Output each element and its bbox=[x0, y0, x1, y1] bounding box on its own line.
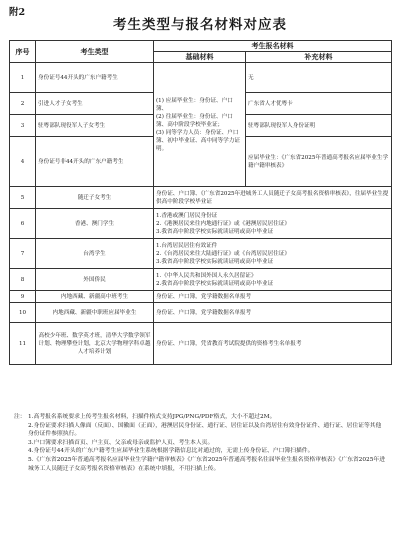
row-no: 10 bbox=[10, 303, 36, 323]
row-no: 4 bbox=[10, 137, 36, 187]
row-materials bbox=[154, 209, 392, 239]
row-no: 1 bbox=[10, 63, 36, 93]
row-type: 身份证号44开头的广东户籍考生 bbox=[36, 63, 154, 93]
row-supplement: 驻粤部队现役军人身份证明 bbox=[246, 115, 392, 137]
row-supplement: 广东省人才优粤卡 bbox=[246, 93, 392, 115]
row-no: 3 bbox=[10, 115, 36, 137]
note-item bbox=[14, 456, 390, 473]
table-row bbox=[10, 239, 392, 269]
note-text: 身份证号44开头的广东户籍考生应届毕业生系统根据学籍信息比对通过的，无需上传身份证、户口簿扫描件。 bbox=[33, 448, 314, 455]
table-row bbox=[10, 63, 392, 93]
note-number: 5. bbox=[28, 456, 34, 463]
row-no: 11 bbox=[10, 323, 36, 365]
table-row bbox=[10, 269, 392, 291]
basic-item: (2) 往届毕业生：身份证、户口簿、高中阶段学校毕业证； bbox=[156, 113, 233, 128]
materials-table bbox=[9, 40, 392, 365]
header-basic: 基础材料 bbox=[154, 52, 246, 63]
table-row bbox=[10, 209, 392, 239]
row-materials bbox=[154, 239, 392, 269]
header-materials: 考生报名材料 bbox=[154, 41, 392, 52]
row-type: 香港、澳门学生 bbox=[36, 209, 154, 239]
material-line: 2.《港澳居民来往内地通行证》或《港澳居民居住证》 bbox=[156, 220, 290, 227]
note-number: 1. bbox=[28, 414, 34, 420]
page-title: 考生类型与报名材料对应表 bbox=[113, 17, 287, 33]
row-type: 台湾学生 bbox=[36, 239, 154, 269]
header-no: 序号 bbox=[10, 41, 36, 63]
row-type: 内地西藏、新疆高中班考生 bbox=[36, 291, 154, 303]
material-line: 1.香港或澳门居民身份证 bbox=[156, 212, 218, 219]
row-no: 6 bbox=[10, 209, 36, 239]
material-line: 3.我省高中阶段学校实际就读证明或高中毕业证 bbox=[156, 258, 274, 265]
note-text: 身份证要求扫描人像面（反面）、国徽面（正面），港澳居民身份证、通行证、居住证以及台湾居住有效身份证件、通行证、居住证等其他身份证件参照执行。 bbox=[28, 422, 382, 438]
material-line: 2.我省高中阶段学校实际就读证明或高中毕业证 bbox=[156, 280, 274, 287]
note-number: 3. bbox=[28, 439, 34, 446]
basic-item: (3) 同等学力人员：身份证、户口簿、初中毕业证、高中同等学力证明。 bbox=[156, 129, 240, 152]
note-number: 2. bbox=[28, 422, 34, 429]
note-item bbox=[14, 439, 390, 448]
material-line: 2.《台湾居民来往大陆通行证》或《台湾居民居住证》 bbox=[156, 250, 290, 257]
row-no: 9 bbox=[10, 291, 36, 303]
row-type: 驻粤部队现役军人子女考生 bbox=[36, 115, 154, 137]
note-item bbox=[14, 422, 390, 439]
row-supplement: 应届毕业生：《广东省2025年普通高考报名应届毕业生学籍户籍审核表》 bbox=[246, 137, 392, 187]
note-number: 4. bbox=[28, 448, 34, 455]
header-type: 考生类型 bbox=[36, 41, 154, 63]
basic-item: (1) 应届毕业生：身份证、户口簿、 bbox=[156, 97, 233, 112]
notes-section bbox=[14, 413, 390, 473]
material-line: 3.我省高中阶段学校实际就读证明或高中毕业证 bbox=[156, 228, 274, 235]
row-supplement: 无 bbox=[246, 63, 392, 93]
row-no: 2 bbox=[10, 93, 36, 115]
row-type: 高校少年班、数学英才班，清华大学数学领军计划、物理攀登计划，北京大学物理学科卓越人才培养计划 bbox=[36, 323, 154, 365]
row-no: 7 bbox=[10, 239, 36, 269]
material-line: 1.台湾居民居住有效证件 bbox=[156, 242, 218, 249]
material-line: 1.《中华人民共和国外国人永久居留证》 bbox=[156, 272, 257, 279]
header-supplement: 补充材料 bbox=[246, 52, 392, 63]
row-type: 身份证号非44开头的广东户籍考生 bbox=[36, 137, 154, 187]
row-type: 随迁子女考生 bbox=[36, 187, 154, 209]
note-text: 高考报名系统要求上传考生报名材料，扫描件格式支持JPG/PNG/PDF格式，大小不超过2M。 bbox=[33, 414, 276, 420]
row-materials bbox=[154, 269, 392, 291]
note-text: 《广东省2025年普通高考报名应届毕业生学籍户籍审核表》《广东省2025年普通高考报名往届毕业生报名资格审核表》《广东省2025年进城务工人员随迁子女高考报名资格审核表》在系统中填报，不用扫描上传。 bbox=[28, 456, 386, 472]
table-row bbox=[10, 303, 392, 323]
note-item bbox=[14, 413, 390, 422]
basic-materials-cell bbox=[154, 63, 246, 187]
row-type: 引进人才子女考生 bbox=[36, 93, 154, 115]
note-text: 户口簿要求扫描首页、户主页、父亲或母亲或监护人页、考生本人页。 bbox=[33, 439, 214, 446]
row-supplement: 身份证、户口簿，党学籍数据名单报考 bbox=[154, 303, 392, 323]
row-no: 8 bbox=[10, 269, 36, 291]
notes-label: 注： bbox=[14, 414, 26, 420]
row-type: 内地西藏、新疆中职班应届毕业生 bbox=[36, 303, 154, 323]
row-no: 5 bbox=[10, 187, 36, 209]
appendix-label: 附2 bbox=[9, 7, 26, 18]
table-row bbox=[10, 187, 392, 209]
table-row bbox=[10, 323, 392, 365]
row-supplement: 身份证、户口簿，凭省教育考试院提供的资格考生名单报考 bbox=[154, 323, 392, 365]
row-type: 外国侨民 bbox=[36, 269, 154, 291]
table-row bbox=[10, 291, 392, 303]
note-item bbox=[14, 447, 390, 456]
row-supplement: 身份证、户口簿，党学籍数据名单报考 bbox=[154, 291, 392, 303]
row-supplement: 身份证、户口簿、《广东省2025年进城务工人员随迁子女高考报名资格审核表》，往届毕业生提供高中阶段学校毕业证 bbox=[154, 187, 392, 209]
